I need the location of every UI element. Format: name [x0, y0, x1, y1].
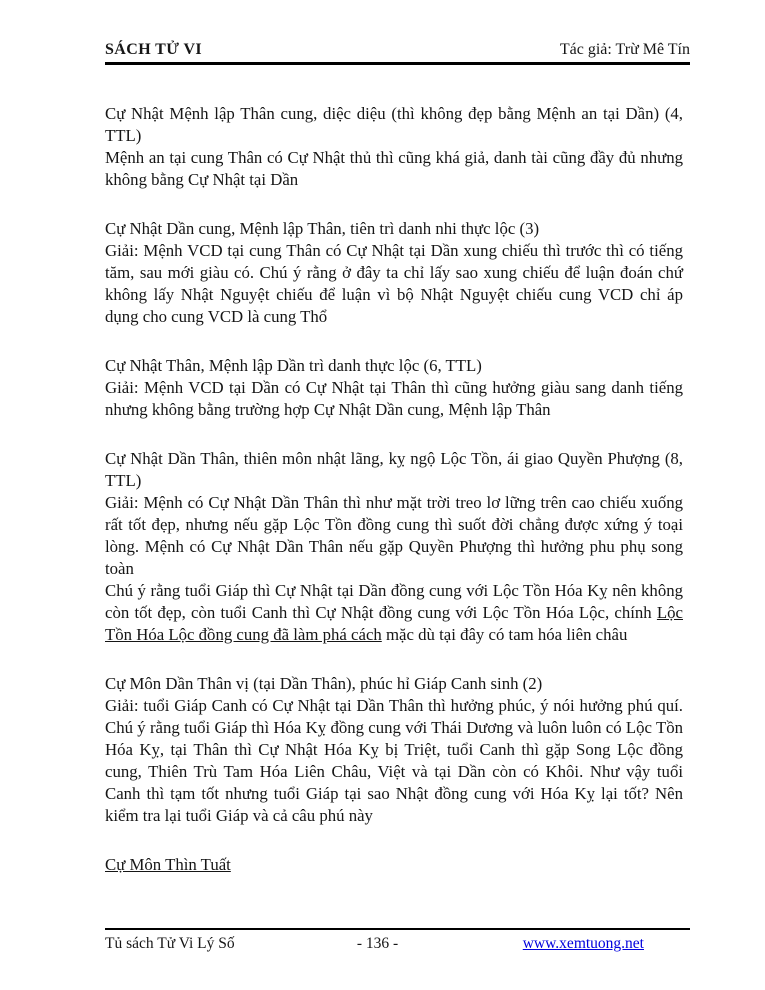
footer-series-title: Tủ sách Tử Vi Lý Số	[105, 935, 235, 952]
paragraph-note	[105, 580, 683, 646]
footer-site-link[interactable]: www.xemtuong.net	[522, 935, 644, 952]
section-cu-nhat-menh-lap-than	[105, 103, 683, 191]
section-heading: Cự Nhật Thân, Mệnh lập Dần trì danh thực lộc (6, TTL)	[105, 356, 482, 375]
note-text-before: Chú ý rằng tuổi Giáp thì Cự Nhật tại Dần đồng cung với Lộc Tồn Hóa Kỵ nên không còn tốt đẹp, còn tuổi Canh thì Cự Nhật đồng cung với Lộc Tồn Hóa Lộc, chính	[105, 581, 683, 622]
paragraph: Giải: Mệnh có Cự Nhật Dần Thân thì như mặt trời treo lơ lững trên cao chiếu xuống rất tốt đẹp, nhưng nếu gặp Lộc Tồn đồng cung thì suốt đời chẳng được xứng ý toại lòng. Mệnh có Cự Nhật Dần Thân nếu gặp Quyền Phượng thì hưởng phu phụ song toàn	[105, 493, 683, 578]
page-content	[105, 66, 683, 876]
paragraph: Giải: Mệnh VCD tại Dần có Cự Nhật tại Thân thì cũng hưởng giàu sang danh tiếng nhưng không bằng trường hợp Cự Nhật Dần cung, Mệnh lập Thân	[105, 378, 683, 419]
paragraph: Giải: Mệnh VCD tại cung Thân có Cự Nhật tại Dần xung chiếu thì trước thì có tiếng tăm, sau mới giàu có. Chú ý rằng ở đây ta chỉ lấy sao xung chiếu để luận đoán chứ không lấy Nhật Nguyệt chiếu để luận vì bộ Nhật Nguyệt chiếu cung VCD chỉ áp dụng cho cung VCD là cung Thổ	[105, 241, 683, 326]
section-cu-nhat-dan-than	[105, 448, 683, 646]
section-heading: Cự Môn Dần Thân vị (tại Dần Thân), phúc hỉ Giáp Canh sinh (2)	[105, 674, 543, 693]
note-text-after: mặc dù tại đây có tam hóa liên châu	[381, 625, 628, 644]
section-heading: Cự Nhật Mệnh lập Thân cung, diệc diệu (thì không đẹp bằng Mệnh an tại Dần) (4, TTL)	[105, 104, 683, 145]
paragraph: Giải: tuổi Giáp Canh có Cự Nhật tại Dần Thân thì hưởng phúc, ý nói hưởng phú quí. Chú ý rằng tuổi Giáp thì Hóa Kỵ đồng cung với Thái Dương và luôn luôn có Lộc Tồn Hóa Kỵ, tại Thân thì Cự Nhật Hóa Kỵ bị Triệt, tuổi Canh thì gặp Song Lộc đồng cung, Thiên Trù Tam Hóa Liên Châu, Việt và tại Dần còn có Khôi. Như vậy tuổi Canh thì tạm tốt nhưng tuổi Giáp tại sao Nhật đồng cung với Hóa Kỵ lại tốt? Nên kiểm tra lại tuổi Giáp và cả câu phú này	[105, 696, 683, 825]
author-credit: Tác giả: Trừ Mê Tín	[559, 41, 690, 58]
underlined-phrase: Lộc Tồn Hóa Lộc đồng cung đã làm phá cách	[105, 603, 683, 644]
section-heading: Cự Nhật Dần Thân, thiên môn nhật lãng, kỵ ngộ Lộc Tồn, ái giao Quyền Phượng (8, TTL)	[105, 449, 683, 490]
section-heading: Cự Nhật Dần cung, Mệnh lập Thân, tiên trì danh nhi thực lộc (3)	[105, 219, 540, 238]
section-heading-underlined	[105, 854, 683, 876]
underlined-heading-text: Cự Môn Thìn Tuất	[105, 855, 231, 874]
page-header	[105, 40, 690, 65]
section-cu-mon-thin-tuat	[105, 854, 683, 876]
section-cu-nhat-than	[105, 355, 683, 421]
footer-link-cell	[418, 934, 690, 953]
paragraph: Mệnh an tại cung Thân có Cự Nhật thủ thì cũng khá giả, danh tài cũng đầy đủ nhưng không bằng Cự Nhật tại Dần	[105, 148, 683, 189]
footer-page-number: - 136 -	[356, 935, 399, 952]
book-title: SÁCH TỬ VI	[105, 41, 203, 58]
page-footer	[105, 928, 690, 953]
section-cu-mon-dan-than-vi	[105, 673, 683, 827]
section-cu-nhat-dan-cung	[105, 218, 683, 328]
